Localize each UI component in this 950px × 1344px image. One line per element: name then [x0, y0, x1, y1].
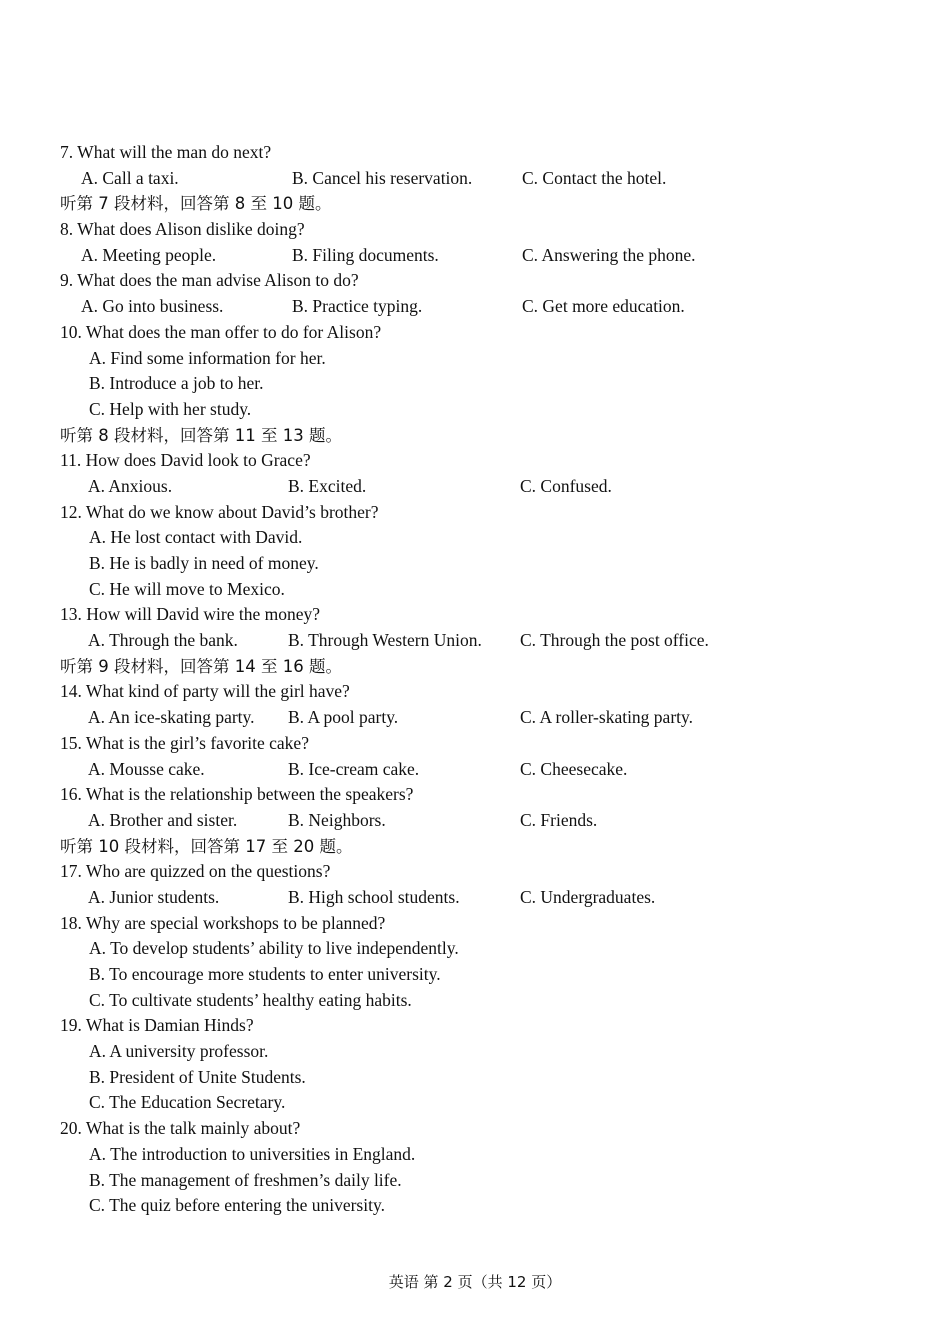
options-17 [60, 885, 920, 911]
question-19: 19. What is Damian Hinds? [60, 1015, 254, 1036]
option-c: C. Through the post office. [520, 630, 709, 651]
option-b: B. Excited. [288, 475, 367, 496]
option-c: C. The Education Secretary. [89, 1092, 286, 1113]
question-13: 13. How will David wire the money? [60, 604, 321, 625]
option-a: A. A university professor. [89, 1041, 269, 1062]
option-b: B. Ice-cream cake. [288, 758, 420, 779]
options-7 [60, 166, 920, 192]
options-8 [60, 243, 920, 269]
options-11 [60, 474, 920, 500]
option-c: C. Get more education. [522, 296, 685, 317]
question-14: 14. What kind of party will the girl have? [60, 681, 350, 702]
option-c: C. Cheesecake. [520, 758, 628, 779]
question-7: 7. What will the man do next? [60, 142, 272, 162]
option-b: B. Practice typing. [292, 296, 423, 317]
section-heading-8: 听第 8 段材料，回答第 11 至 13 题。 [60, 425, 342, 445]
option-a: A. Call a taxi. [81, 167, 179, 188]
option-b: B. Cancel his reservation. [292, 167, 473, 188]
option-c: C. Friends. [520, 809, 598, 830]
option-c: C. Confused. [520, 475, 612, 496]
option-a: A. Junior students. [88, 886, 220, 907]
option-a: A. An ice-skating party. [88, 707, 255, 728]
option-b: B. Through Western Union. [288, 630, 482, 651]
options-15 [60, 757, 920, 783]
option-c: C. He will move to Mexico. [89, 578, 285, 599]
option-b: B. High school students. [288, 886, 460, 907]
question-8: 8. What does Alison dislike doing? [60, 219, 305, 240]
option-a: A. Anxious. [88, 475, 173, 496]
options-13 [60, 628, 920, 654]
option-a: A. He lost contact with David. [89, 527, 303, 548]
section-heading-9: 听第 9 段材料，回答第 14 至 16 题。 [60, 656, 342, 676]
options-9 [60, 294, 920, 320]
question-11: 11. How does David look to Grace? [60, 450, 311, 471]
question-10: 10. What does the man offer to do for Alison? [60, 321, 382, 342]
option-c: C. Contact the hotel. [522, 167, 667, 188]
option-b: B. The management of freshmen’s daily life. [89, 1169, 402, 1190]
option-b: B. A pool party. [288, 707, 399, 728]
section-heading-7: 听第 7 段材料，回答第 8 至 10 题。 [60, 194, 332, 214]
question-18: 18. Why are special workshops to be planned? [60, 912, 386, 933]
question-list [60, 140, 920, 1219]
question-9: 9. What does the man advise Alison to do? [60, 270, 359, 291]
question-17: 17. Who are quizzed on the questions? [60, 861, 331, 882]
question-15: 15. What is the girl’s favorite cake? [60, 732, 309, 753]
option-a: A. Meeting people. [81, 244, 217, 265]
options-16 [60, 808, 920, 834]
option-b: B. He is badly in need of money. [89, 553, 319, 573]
option-c: C. Help with her study. [89, 398, 252, 419]
option-a: A. The introduction to universities in England. [89, 1143, 416, 1164]
section-heading-10: 听第 10 段材料，回答第 17 至 20 题。 [60, 836, 353, 856]
option-c: C. The quiz before entering the university. [89, 1195, 385, 1216]
option-a: A. Through the bank. [88, 630, 238, 651]
option-b: B. Filing documents. [292, 244, 439, 265]
option-b: B. Neighbors. [288, 809, 386, 830]
option-a: A. Brother and sister. [88, 809, 238, 830]
option-c: C. Undergraduates. [520, 886, 656, 907]
option-a: A. Find some information for her. [89, 347, 326, 368]
question-16: 16. What is the relationship between the speakers? [60, 784, 414, 805]
option-a: A. To develop students’ ability to live independently. [89, 938, 459, 959]
option-a: A. Go into business. [81, 296, 224, 317]
page-footer: 英语 第 2 页（共 12 页） [388, 1273, 562, 1291]
option-c: C. Answering the phone. [522, 244, 696, 265]
question-12: 12. What do we know about David’s brother? [60, 501, 379, 522]
option-c: C. To cultivate students’ healthy eating habits. [89, 989, 412, 1010]
option-c: C. A roller-skating party. [520, 707, 694, 728]
option-b: B. President of Unite Students. [89, 1066, 306, 1087]
options-14 [60, 705, 920, 731]
question-20: 20. What is the talk mainly about? [60, 1118, 301, 1139]
option-a: A. Mousse cake. [88, 758, 205, 779]
option-b: B. To encourage more students to enter university. [89, 964, 441, 984]
option-b: B. Introduce a job to her. [89, 373, 264, 394]
